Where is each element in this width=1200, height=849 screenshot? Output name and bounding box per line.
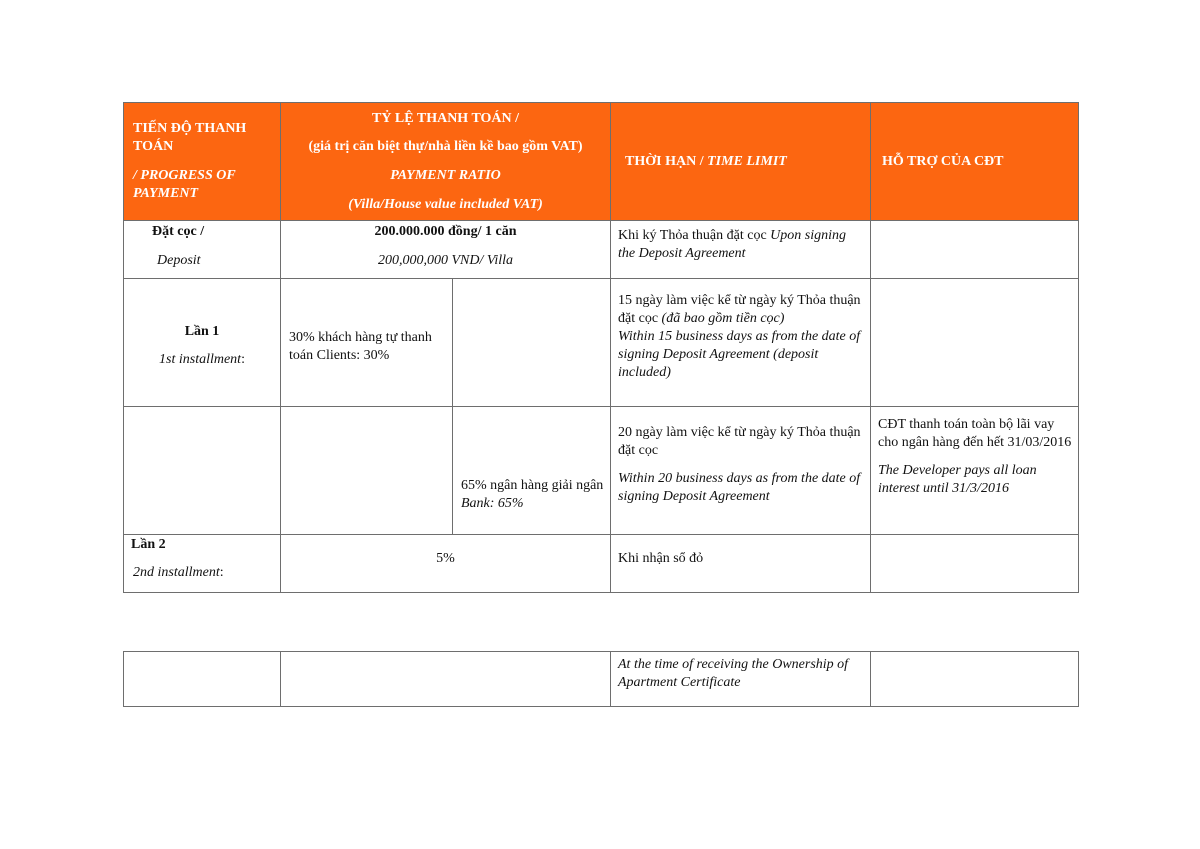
bank-row-support-vi: CĐT thanh toán toàn bộ lãi vay cho ngân hàng đến hết 31/03/2016 (878, 417, 1072, 450)
bank-vi: 65% ngân hàng giải ngân (461, 478, 604, 493)
header-ratio-vi-1: TỶ LỆ THANH TOÁN / (371, 110, 520, 126)
bank-row-client-cell (281, 407, 453, 535)
bank-disbursement-row (124, 407, 1079, 535)
deposit-support-cell (871, 221, 1079, 279)
installment2-stage-vi: Lần 2 (131, 537, 166, 552)
installment2-stage-colon: : (219, 565, 224, 580)
header-ratio-en-2: (Villa/House value included VAT) (348, 196, 543, 212)
continuation-stage-cell (124, 652, 281, 707)
header-ratio-vi-2: (giá trị căn biệt thự/nhà liền kề bao gồm VAT) (308, 138, 583, 154)
bank-row-time-vi: 20 ngày làm việc kể từ ngày ký Thỏa thuận đặt cọc (618, 425, 861, 458)
continuation-support-cell (871, 652, 1079, 707)
installment1-stage-en: 1st installment (159, 351, 242, 367)
installment2-ratio: 5% (436, 551, 455, 566)
header-progress-en: / PROGRESS OF PAYMENT (133, 168, 236, 201)
header-support (871, 103, 1079, 221)
installment1-stage-colon: : (241, 351, 245, 367)
header-payment-ratio (281, 103, 611, 221)
deposit-amount-en: 200,000,000 VND/ Villa (377, 253, 514, 268)
header-support-label: HỖ TRỢ CỦA CĐT (882, 153, 1004, 169)
header-progress (124, 103, 281, 221)
deposit-time-cell (611, 221, 871, 279)
continuation-time-en: At the time of receiving the Ownership of Apartment Certificate (618, 657, 849, 690)
installment1-time-cell (611, 279, 871, 407)
header-time-en: TIME LIMIT (707, 153, 787, 169)
installment1-row (124, 279, 1079, 407)
deposit-stage-cell (124, 221, 281, 279)
installment1-client-cell (281, 279, 453, 407)
bank-row-time-en: Within 20 business days as from the date of signing Deposit Agreement (618, 471, 861, 504)
installment1-support-cell (871, 279, 1079, 407)
continuation-table (123, 651, 1079, 707)
deposit-time-vi: Khi ký Thỏa thuận đặt cọc (618, 228, 771, 243)
continuation-time-cell (611, 652, 871, 707)
installment1-bank-empty-cell (453, 279, 611, 407)
installment1-time-vi: 15 ngày làm việc kể từ ngày ký Thỏa thuận đặt cọc (618, 293, 861, 326)
bank-row-support-en: The Developer pays all loan interest until 31/3/2016 (878, 463, 1037, 496)
deposit-time-en: Upon signing the Deposit Agreement (618, 228, 847, 261)
continuation-row (124, 652, 1079, 707)
installment1-time-en: Within 15 business days as from the date of signing Deposit Agreement (deposit included) (618, 329, 861, 380)
bank-row-stage-cell (124, 407, 281, 535)
deposit-row (124, 221, 1079, 279)
bank-row-support-cell (871, 407, 1079, 535)
deposit-amount-cell (281, 221, 611, 279)
installment2-time-cell (611, 535, 871, 593)
installment2-row (124, 535, 1079, 593)
installment1-stage-vi: Lần 1 (184, 323, 220, 339)
bank-row-time-cell (611, 407, 871, 535)
installment2-ratio-cell (281, 535, 611, 593)
bank-row-bank-cell (453, 407, 611, 535)
installment1-stage-en-line (124, 351, 280, 369)
continuation-ratio-cell (281, 652, 611, 707)
header-time-vi: THỜI HẠN / (625, 153, 708, 169)
installment1-stage-cell (124, 279, 281, 407)
header-row (124, 103, 1079, 221)
installment2-stage-en: 2nd installment (133, 565, 220, 580)
bank-en: Bank: 65% (461, 496, 524, 511)
payment-schedule-table (123, 102, 1079, 593)
installment2-support-cell (871, 535, 1079, 593)
installment1-time-vi-note: (đã bao gồm tiền cọc) (661, 311, 785, 326)
installment2-stage-en-line (131, 564, 280, 582)
deposit-stage-en: Deposit (157, 253, 201, 268)
deposit-stage-vi: Đặt cọc / (152, 224, 205, 239)
header-ratio-en-1: PAYMENT RATIO (390, 167, 501, 183)
installment2-stage-cell (124, 535, 281, 593)
installment1-client-pay: 30% khách hàng tự thanh toán Clients: 30% (289, 329, 432, 363)
installment2-time-vi: Khi nhận sổ đỏ (618, 551, 704, 566)
header-time-limit (611, 103, 871, 221)
header-progress-vi: TIẾN ĐỘ THANH TOÁN (133, 121, 247, 154)
deposit-amount-vi: 200.000.000 đồng/ 1 căn (374, 224, 517, 239)
